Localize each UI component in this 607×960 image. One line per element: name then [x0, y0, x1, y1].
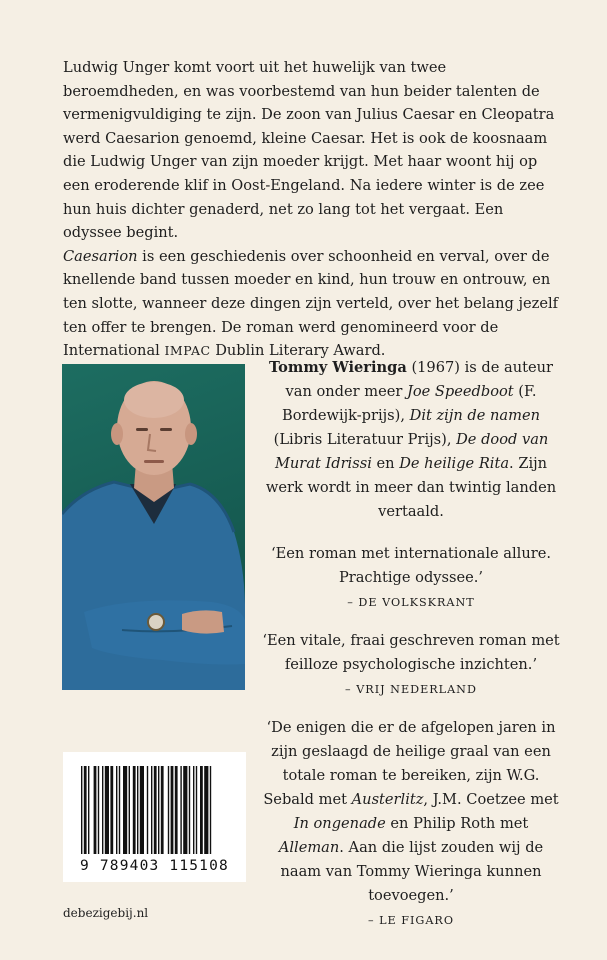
barcode-bar: [161, 766, 164, 854]
quote-source: – LE FIGARO: [367, 914, 455, 927]
barcode-bar: [204, 766, 208, 854]
barcode-bar: [84, 766, 87, 854]
barcode-bar: [158, 766, 159, 854]
barcode-bar: [196, 766, 197, 854]
barcode-bar: [116, 766, 117, 854]
barcode-bar: [171, 766, 174, 854]
blurb-paragraph-2: Caesarion is een geschiedenis over schoonheid en verval, over de knellende band tussen moeder en kind, hun trouw en ontrouw, en ten slotte, wanneer deze dingen zijn verteld, over het belang jezelf ten offer te brengen. De roman werd genomineerd voor de International IMPAC Dublin Literary Award.: [63, 247, 559, 360]
barcode-bar: [140, 766, 144, 854]
barcode-bar: [183, 766, 187, 854]
book-title: De heilige Rita: [399, 455, 510, 472]
back-cover-blurb: [63, 56, 563, 363]
quote-source: – VRIJ NEDERLAND: [345, 683, 477, 696]
barcode-bar: [94, 766, 97, 854]
author-bio: Tommy Wieringa (1967) is de auteur van onder meer Joe Speedboot (F. Bordewijk-prijs), Dit zijn de namen (Libris Literatuur Prijs), De dood van Murat Idrissi en De heilige Rita. Zijn werk wordt in meer dan twintig landen vertaald.: [265, 359, 557, 520]
blurb-paragraph-1: Ludwig Unger komt voort uit het huwelijk van twee beroemdheden, en was voorbestemd van hun beider talenten de vermenigvuldiging te zijn. De zoon van Julius Caesar en Cleopatra werd Caesarion genoemd, kleine Caesar. Het is ook de koosnaam die Ludwig Unger van zijn moeder krijgt. Met haar woont hij op een eroderende klif in Oost-Engeland. Na iedere winter is de zee hun huis dichter genaderd, net zo lang tot het vergaat. Een odyssee begint.: [63, 59, 555, 242]
publisher-website: debezigebij.nl: [63, 906, 149, 920]
quote-text: ‘Een roman met internationale allure. Prachtige odyssee.’: [271, 545, 551, 586]
barcode-bar: [168, 766, 169, 854]
title-caesarion: Caesarion: [63, 247, 138, 265]
barcode-bar: [88, 766, 89, 854]
barcode-bar: [119, 766, 120, 854]
author-name: Tommy Wieringa: [268, 359, 407, 376]
barcode-bar: [193, 766, 194, 854]
book-title: Joe Speedboot: [407, 383, 514, 400]
book-title: Alleman: [278, 839, 340, 856]
quote-source: – DE VOLKSKRANT: [347, 596, 475, 609]
barcode-bar: [200, 766, 203, 854]
barcode-bar: [189, 766, 190, 854]
barcode-bar: [98, 766, 99, 854]
barcode-bar: [105, 766, 109, 854]
quote-text: ‘Een vitale, fraai geschreven roman met feilloze psychologische inzichten.’: [262, 632, 560, 673]
barcode-bar: [102, 766, 103, 854]
review-quote-vrij-nederland: [262, 629, 560, 702]
barcode-bar: [133, 766, 136, 854]
review-quote-le-figaro: ‘De enigen die er de afgelopen jaren in zijn geslaagd de heilige graal van een totale roman te bereiken, zijn W.G. Sebald met Austerlitz, J.M. Coetzee met In ongenade en Philip Roth met Alleman. Aan die lijst zouden wij de naam van Tommy Wieringa kunnen toevoegen.’ – LE FIGARO: [262, 716, 560, 933]
isbn-barcode: [63, 752, 246, 882]
barcode-bar: [123, 766, 127, 854]
barcode-bar: [110, 766, 113, 854]
author-photo: [62, 364, 245, 690]
barcode-bar: [151, 766, 152, 854]
book-title: De dood van Murat Idrissi: [274, 431, 549, 472]
barcode-bar: [81, 766, 82, 854]
impac-label: IMPAC: [164, 343, 211, 359]
barcode-bar: [147, 766, 148, 854]
review-quote-volkskrant: [262, 542, 560, 615]
book-title: Dit zijn de namen: [409, 407, 541, 424]
barcode-bar: [175, 766, 178, 854]
isbn-digits: 9 789403 115108: [80, 858, 229, 874]
barcode-bar: [154, 766, 157, 854]
barcode-bar: [129, 766, 130, 854]
book-title: Austerlitz: [351, 791, 424, 808]
barcode-bar: [210, 766, 211, 854]
barcode-bar: [180, 766, 181, 854]
barcode-bar: [137, 766, 138, 854]
book-title: In ongenade: [293, 815, 386, 832]
